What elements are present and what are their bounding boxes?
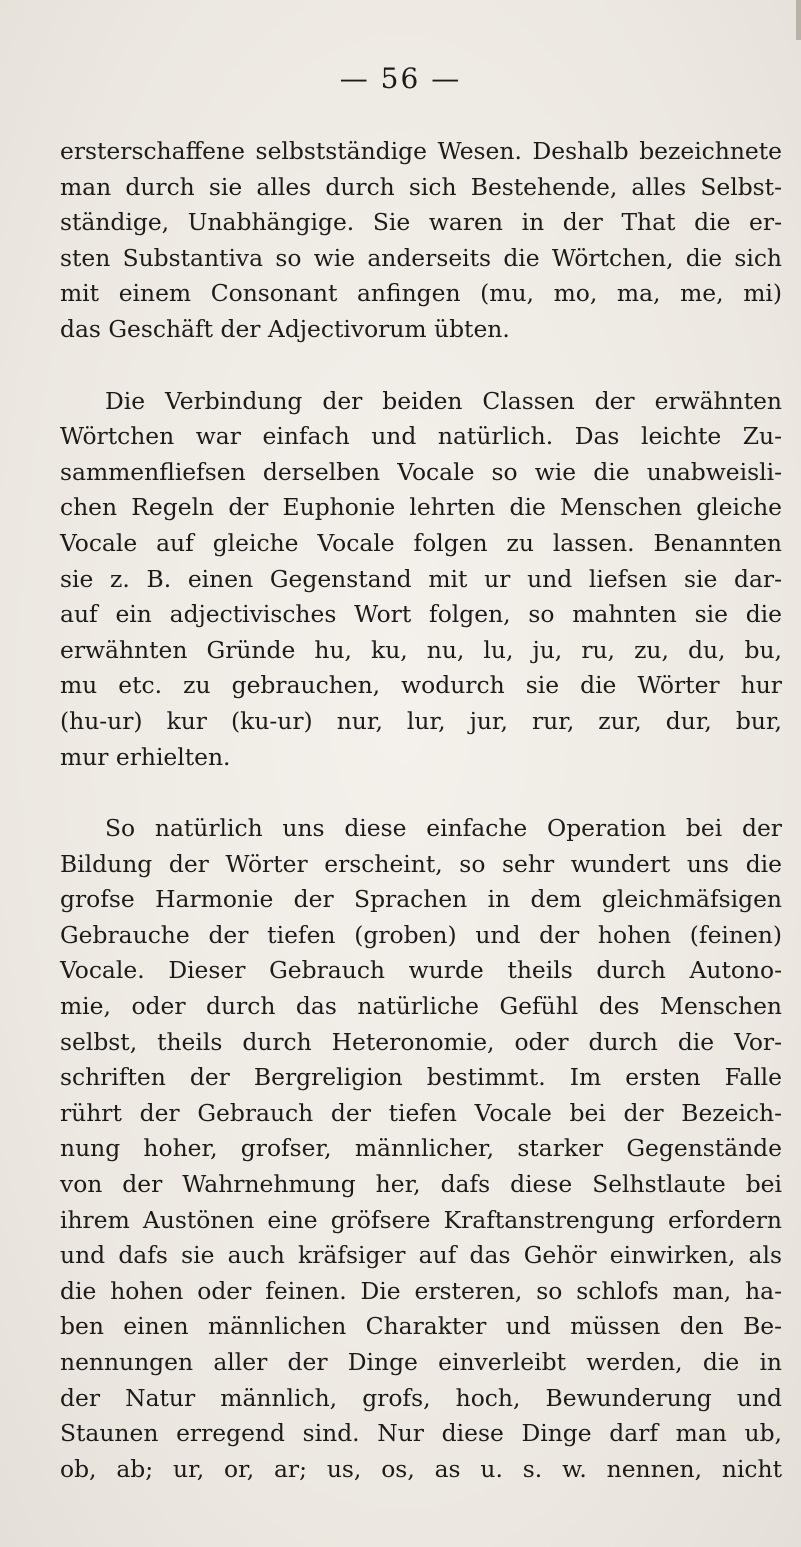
paragraph-1	[60, 134, 782, 348]
text-line: rührt der Gebrauch der tiefen Vocale bei der Bezeich-	[60, 1098, 782, 1127]
text-line: Vocale auf gleiche Vocale folgen zu lassen. Benannten	[60, 528, 782, 557]
text-line: Gebrauche der tiefen (groben) und der hohen (feinen)	[60, 920, 782, 949]
text-line: mie, oder durch das natürliche Gefühl des Menschen	[60, 992, 782, 1021]
text-line: grofse Harmonie der Sprachen in dem gleichmäfsigen	[60, 885, 782, 914]
text-line: der Natur männlich, grofs, hoch, Bewunderung und	[60, 1383, 782, 1412]
text-line: sten Substantiva so wie anderseits die Wörtchen, die sich	[60, 243, 782, 272]
text-line: nung hoher, grofser, männlicher, starker Gegenstände	[60, 1134, 782, 1163]
text-line: ihrem Austönen eine gröfsere Kraftanstrengung erfordern	[60, 1205, 782, 1234]
page-body	[60, 134, 782, 1487]
text-line: sammenfliefsen derselben Vocale so wie die unabweisli-	[60, 457, 782, 486]
text-line: von der Wahrnehmung her, dafs diese Selhstlaute bei	[60, 1170, 782, 1199]
paragraph-spacer	[60, 775, 782, 811]
paragraph-spacer	[60, 348, 782, 384]
text-line: das Geschäft der Adjectivorum übten.	[60, 314, 510, 343]
text-line: erwähnten Gründe hu, ku, nu, lu, ju, ru, zu, du, bu,	[60, 635, 782, 664]
text-line: Vocale. Dieser Gebrauch wurde theils durch Autono-	[60, 956, 782, 985]
text-line: Wörtchen war einfach und natürlich. Das leichte Zu-	[60, 422, 782, 451]
text-line: ob, ab; ur, or, ar; us, os, as u. s. w. nennen, nicht	[60, 1454, 782, 1483]
text-line: Die Verbindung der beiden Classen der erwähnten	[105, 386, 782, 415]
text-line: mit einem Consonant anfingen (mu, mo, ma, me, mi)	[60, 279, 782, 308]
text-line: ständige, Unabhängige. Sie waren in der That die er-	[60, 208, 782, 237]
text-line: chen Regeln der Euphonie lehrten die Menschen gleiche	[60, 493, 782, 522]
text-line: die hohen oder feinen. Die ersteren, so schlofs man, ha-	[60, 1276, 782, 1305]
page-number: — 56 —	[339, 62, 462, 95]
text-line: ersterschaffene selbstständige Wesen. Deshalb bezeichnete	[60, 137, 782, 165]
paragraph-2	[60, 384, 782, 776]
text-line: sie z. B. einen Gegenstand mit ur und liefsen sie dar-	[60, 564, 782, 593]
text-line: auf ein adjectivisches Wort folgen, so mahnten sie die	[60, 600, 782, 629]
text-line: schriften der Bergreligion bestimmt. Im ersten Falle	[60, 1063, 782, 1092]
text-line: mur erhielten.	[60, 742, 231, 771]
text-line: So natürlich uns diese einfache Operation bei der	[105, 814, 782, 843]
text-line: (hu-ur) kur (ku-ur) nur, lur, jur, rur, zur, dur, bur,	[60, 706, 782, 735]
paragraph-3	[60, 811, 782, 1487]
text-line: Bildung der Wörter erscheint, so sehr wundert uns die	[60, 849, 782, 878]
text-line: selbst, theils durch Heteronomie, oder durch die Vor-	[60, 1027, 782, 1056]
text-line: und dafs sie auch kräfsiger auf das Gehör einwirken, als	[60, 1241, 782, 1270]
text-line: nennungen aller der Dinge einverleibt werden, die in	[60, 1348, 782, 1376]
text-line: mu etc. zu gebrauchen, wodurch sie die Wörter hur	[60, 671, 782, 700]
text-line: man durch sie alles durch sich Bestehende, alles Selbst-	[60, 172, 782, 201]
page-edge-mark	[796, 0, 801, 40]
text-line: Staunen erregend sind. Nur diese Dinge darf man ub,	[60, 1419, 782, 1448]
text-line: ben einen männlichen Charakter und müssen den Be-	[60, 1312, 782, 1341]
